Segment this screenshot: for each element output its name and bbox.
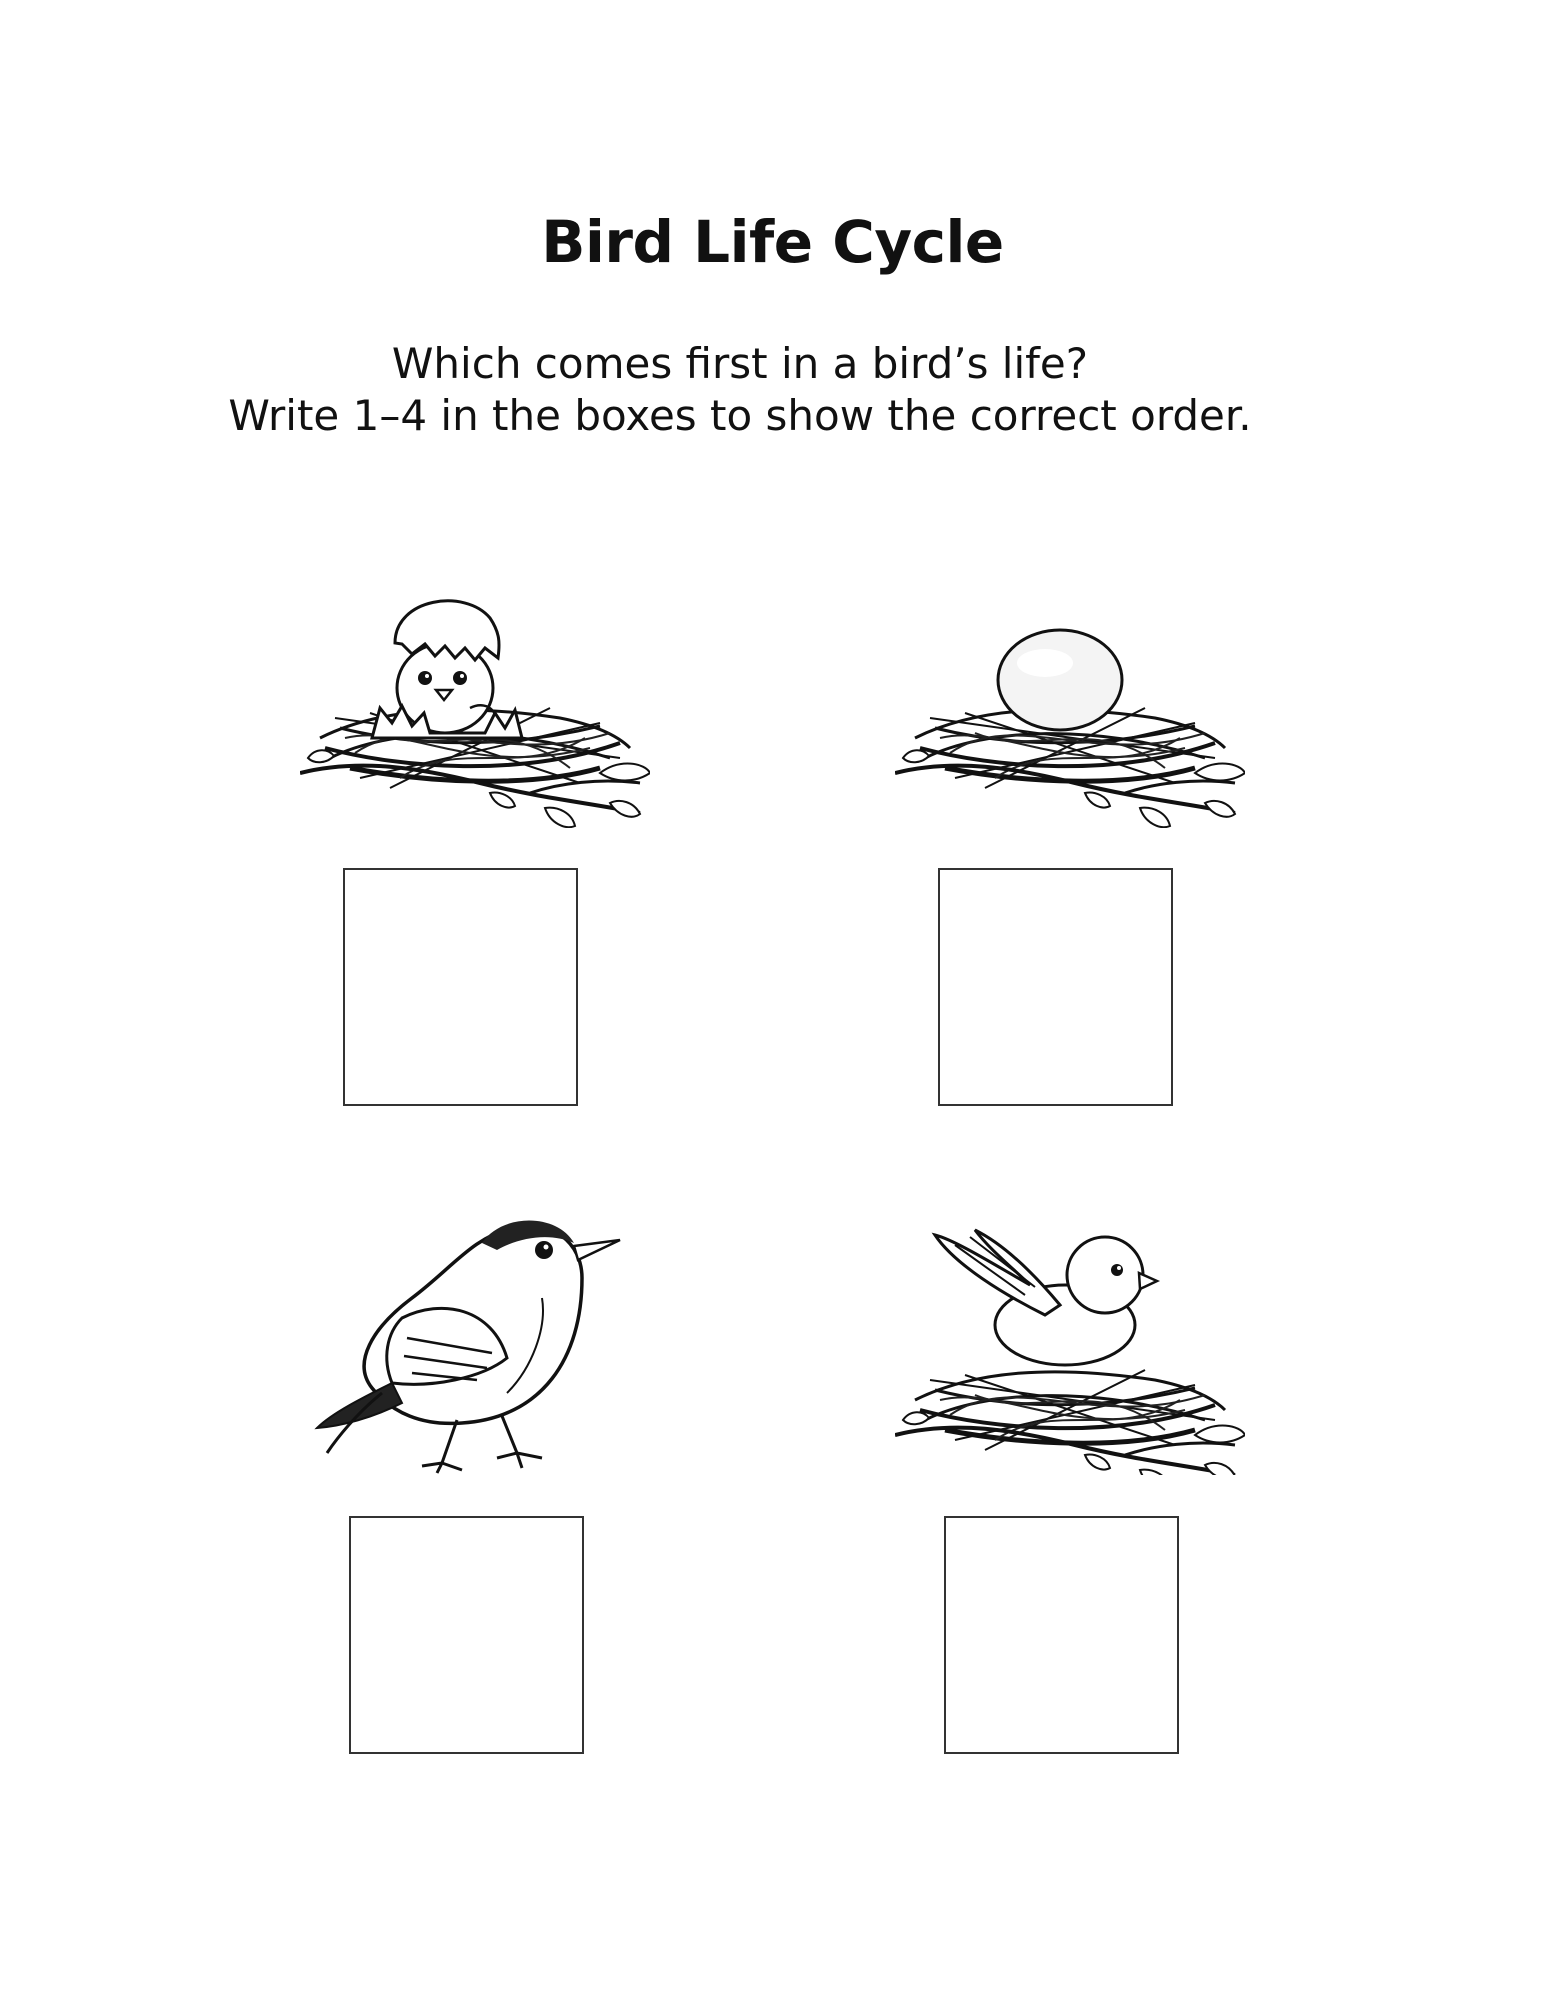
answer-box-chick-hatching[interactable]: [343, 868, 578, 1106]
chick-hatching-illustration: [300, 548, 650, 828]
baby-bird-in-nest-illustration: [895, 1215, 1245, 1475]
answer-box-adult-bird[interactable]: [349, 1516, 584, 1754]
instruction-line-2: Write 1–4 in the boxes to show the correct order.: [228, 391, 1252, 440]
egg-in-nest-illustration: [895, 608, 1245, 828]
instruction-line-1: Which comes first in a bird’s life?: [391, 339, 1089, 388]
worksheet-title: Bird Life Cycle: [541, 208, 1004, 276]
answer-box-baby-bird-in-nest[interactable]: [944, 1516, 1179, 1754]
answer-box-egg-in-nest[interactable]: [938, 868, 1173, 1106]
adult-bird-illustration: [312, 1188, 632, 1478]
instructions: [200, 338, 1280, 442]
